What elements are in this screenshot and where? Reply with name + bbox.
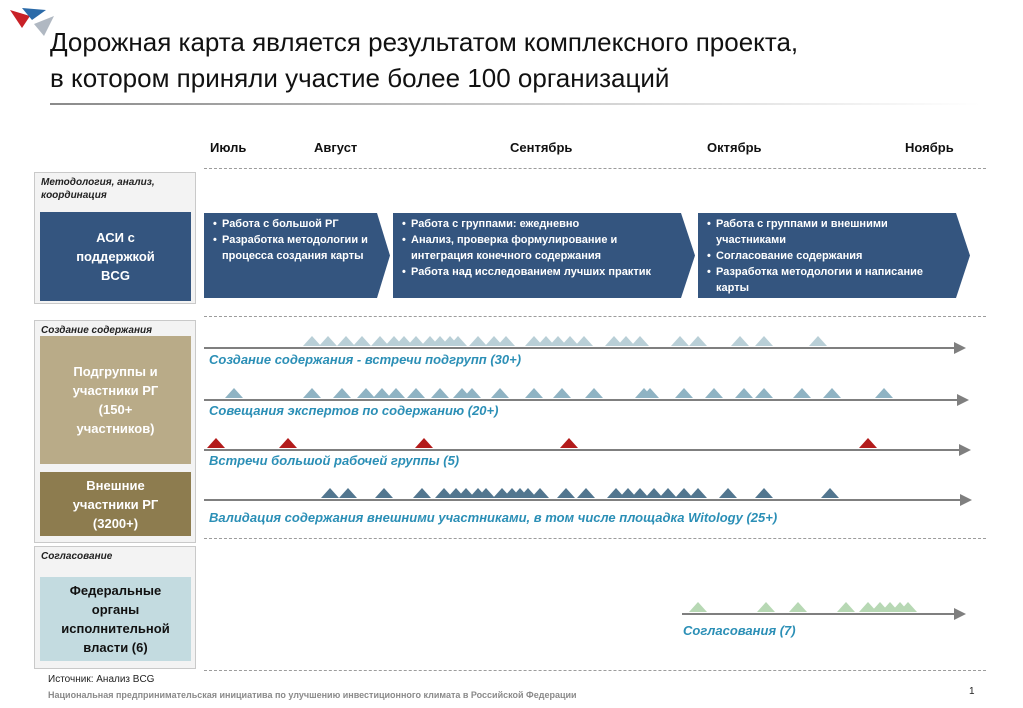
meeting-marker — [789, 602, 807, 612]
footer-text: Национальная предпринимательская инициатива по улучшению инвестиционного климата в Российской Федерации — [48, 690, 577, 700]
phase-item: • Согласование содержания — [716, 248, 948, 264]
month-label: Август — [314, 140, 358, 155]
phase-arrow-1 — [204, 213, 390, 298]
box-text: АСИ с — [96, 230, 135, 245]
timeline-arrowhead — [959, 444, 971, 456]
meeting-marker — [585, 388, 603, 398]
timeline-chart — [204, 330, 984, 645]
divider — [204, 316, 986, 317]
box-text: Федеральные — [69, 583, 162, 598]
meeting-marker — [561, 336, 579, 346]
meeting-marker — [225, 388, 243, 398]
box-text: Внешние — [86, 477, 145, 493]
meeting-marker — [793, 388, 811, 398]
external-participants-box — [40, 472, 191, 536]
meeting-marker — [731, 336, 749, 346]
meeting-marker — [557, 488, 575, 498]
meeting-marker — [675, 488, 693, 498]
meeting-marker — [413, 488, 431, 498]
phase-item: • Работа с группами: ежедневно — [411, 216, 673, 232]
timeline-arrowhead — [960, 494, 972, 506]
box-text: власти (6) — [83, 640, 148, 655]
subgroups-box — [40, 336, 191, 464]
meeting-marker — [859, 438, 877, 448]
box-text: участники РГ — [72, 496, 159, 512]
meeting-marker — [837, 602, 855, 612]
meeting-marker — [319, 336, 337, 346]
box-text: (150+ — [98, 402, 133, 417]
divider — [204, 168, 986, 169]
phase-item: • Работа с большой РГ — [222, 216, 368, 232]
timeline-label: Создание содержания - встречи подгрупп (30+) — [209, 352, 522, 367]
box-text: BCG — [101, 268, 130, 283]
meeting-marker — [575, 336, 593, 346]
logo — [8, 6, 56, 50]
phase-item: • Разработка методологии и написание карты — [716, 264, 948, 296]
meeting-marker — [431, 388, 449, 398]
meeting-marker — [337, 336, 355, 346]
box-text: (3200+) — [92, 515, 139, 531]
phase-item: • Работа с группами и внешними участниками — [716, 216, 948, 248]
meeting-marker — [671, 336, 689, 346]
meeting-marker — [333, 388, 351, 398]
meeting-marker — [617, 336, 635, 346]
meeting-marker — [407, 388, 425, 398]
meeting-marker — [407, 336, 425, 346]
page-number: 1 — [969, 686, 975, 697]
month-label: Ноябрь — [905, 140, 954, 155]
meeting-marker — [373, 388, 391, 398]
title-line-1: Дорожная карта является результатом комплексного проекта, — [50, 27, 799, 57]
meeting-marker — [757, 602, 775, 612]
meeting-marker — [415, 438, 433, 448]
box-text: Подгруппы и — [73, 364, 158, 379]
timeline-arrowhead — [957, 394, 969, 406]
meeting-marker — [755, 388, 773, 398]
month-label: Октябрь — [707, 140, 762, 155]
asi-bcg-box — [40, 212, 191, 301]
box-text: участников) — [76, 421, 155, 436]
meeting-marker — [689, 336, 707, 346]
timeline-label: Согласования (7) — [683, 623, 796, 638]
month-label: Сентябрь — [510, 140, 573, 155]
meeting-marker — [371, 336, 389, 346]
meeting-marker — [531, 488, 549, 498]
meeting-marker — [809, 336, 827, 346]
title-divider — [50, 103, 980, 105]
timeline-label: Совещания экспертов по содержанию (20+) — [209, 403, 499, 418]
timeline-label: Валидация содержания внешними участниками, в том числе площадка Witology (25+) — [209, 510, 778, 525]
meeting-marker — [303, 388, 321, 398]
box-text: поддержкой — [76, 249, 155, 264]
page-title — [50, 24, 990, 96]
meeting-marker — [689, 488, 707, 498]
meeting-marker — [705, 388, 723, 398]
section-label: Создание содержания — [41, 325, 153, 336]
box-text: участники РГ — [72, 383, 159, 398]
phase-item: • Разработка методологии и процесса создания карты — [222, 232, 368, 264]
timeline-arrowhead — [954, 608, 966, 620]
phase-arrow-2 — [393, 213, 695, 298]
meeting-marker — [279, 438, 297, 448]
section-label: Согласование — [41, 551, 113, 562]
meeting-marker — [339, 488, 357, 498]
phase-item: • Анализ, проверка формулирование и интеграция конечного содержания — [411, 232, 673, 264]
meeting-marker — [553, 388, 571, 398]
meeting-marker — [525, 388, 543, 398]
meeting-marker — [469, 336, 487, 346]
meeting-marker — [560, 438, 578, 448]
meeting-marker — [303, 336, 321, 346]
meeting-marker — [675, 388, 693, 398]
meeting-marker — [207, 438, 225, 448]
meeting-marker — [321, 488, 339, 498]
meeting-marker — [735, 388, 753, 398]
meeting-marker — [823, 388, 841, 398]
meeting-marker — [577, 488, 595, 498]
box-text: органы — [91, 602, 140, 617]
meeting-marker — [357, 388, 375, 398]
timeline-arrowhead — [954, 342, 966, 354]
meeting-marker — [353, 336, 371, 346]
source-note: Источник: Анализ BCG — [48, 674, 155, 685]
meeting-marker — [631, 336, 649, 346]
meeting-marker — [375, 488, 393, 498]
box-text: исполнительной — [61, 621, 170, 636]
meeting-marker — [645, 488, 663, 498]
meeting-marker — [497, 336, 515, 346]
phase-arrow-3 — [698, 213, 970, 298]
meeting-marker — [755, 488, 773, 498]
meeting-marker — [387, 388, 405, 398]
phase-item: • Работа над исследованием лучших практик — [411, 264, 673, 280]
timeline-label: Встречи большой рабочей группы (5) — [209, 453, 460, 468]
section-label: Методология, анализ, координация — [41, 177, 155, 201]
meeting-marker — [689, 602, 707, 612]
meeting-marker — [719, 488, 737, 498]
federal-agencies-box — [40, 577, 191, 661]
meeting-marker — [491, 388, 509, 398]
meeting-marker — [659, 488, 677, 498]
meeting-marker — [821, 488, 839, 498]
title-line-2: в котором приняли участие более 100 организаций — [50, 63, 670, 93]
divider — [204, 670, 986, 671]
meeting-marker — [755, 336, 773, 346]
meeting-marker — [875, 388, 893, 398]
meeting-marker — [631, 488, 649, 498]
month-label: Июль — [210, 140, 247, 155]
